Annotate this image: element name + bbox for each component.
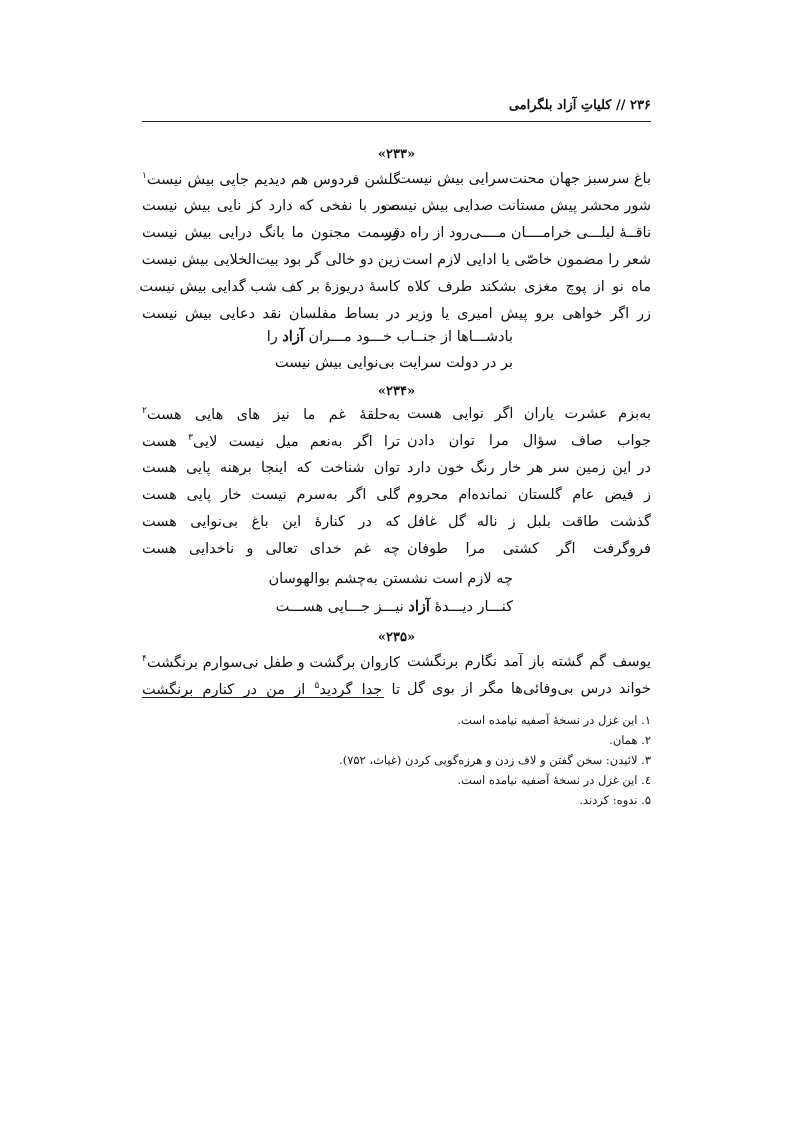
- final-couplet-second: کنـــار دیـــدهٔ آزاد نیـــز جـــایی هســـت: [275, 598, 513, 615]
- running-header: [142, 98, 651, 122]
- couplet: [142, 433, 651, 457]
- footnote-ref: ۴: [142, 654, 147, 664]
- hemistich-first: جواب صاف سؤال مرا توان دادن: [407, 433, 651, 449]
- footnote-ref: ۳: [188, 433, 193, 443]
- page-number: ۲۳۶: [630, 98, 651, 113]
- couplet: [142, 460, 651, 484]
- book-title: کلیاتِ آزاد بلگرامی: [508, 98, 612, 113]
- couplet: [142, 198, 651, 222]
- couplet: [142, 541, 651, 565]
- ghazal-number: «۲۳۴»: [377, 384, 416, 399]
- final-couplet-second: بر در دولت سرایت بی‌نوایی بیش نیست: [275, 355, 513, 371]
- footnote-rule: [142, 697, 384, 698]
- footnote: ۱. این غزل در نسخهٔ آصفیه نیامده است.: [457, 713, 651, 727]
- hemistich-first: در این زمین سر هر خار رنگ خون دارد: [407, 460, 651, 476]
- hemistich-first: به‌بزم عشرت یاران اگر نوایی هست: [407, 406, 651, 422]
- hemistich-first: گذشت طاقت بلبل ز ناله گل غافل: [407, 514, 651, 530]
- final-couplet-first: چه لازم است نشستن به‌چشم بوالهوسان: [268, 571, 513, 587]
- header-separator: //: [616, 98, 626, 113]
- footnote: ۲. همان.: [609, 733, 651, 747]
- footnote-ref: ۱: [142, 171, 147, 181]
- footnote-ref: ۵: [314, 681, 320, 691]
- hemistich-second: به‌حلقهٔ غم ما نیز های هایی هست$^۲$: [142, 406, 400, 423]
- hemistich-first: شعر را مضمون خاصّی یا ادایی لازم است: [402, 252, 651, 268]
- hemistich-first: یوسف گم گشته باز آمد نگارم برنگشت: [407, 654, 651, 670]
- hemistich-second: توان شناخت که اینجا برهنه پایی هست: [142, 460, 400, 476]
- poet-name: آزاد: [282, 328, 304, 345]
- hemistich-second: گلشن فردوس هم دیدیم جایی بیش نیست$^۱$: [142, 171, 400, 188]
- hemistich-second: چه غم خدای تعالی و ناخدایی هست: [142, 541, 400, 557]
- hemistich-second: کاروان برگشت و طفل نی‌سوارم برنگشت$^۴$: [142, 654, 400, 671]
- couplet: [142, 654, 651, 678]
- footnote-ref: ۲: [142, 406, 147, 416]
- header-rule: [142, 121, 651, 122]
- couplet: [142, 252, 651, 276]
- hemistich-second: گلی اگر به‌سرم نیست خار پایی هست: [142, 487, 400, 503]
- couplet: [142, 406, 651, 430]
- footnote: ۳. لائیدن: سخن گفتن و لاف زدن و هرزه‌گویی کردن (غیاث، ۷۵۲).: [339, 753, 651, 767]
- couplet: [142, 225, 651, 249]
- hemistich-second: کاسهٔ دریوزهٔ بر کف شب گدایی بیش نیست: [139, 279, 400, 295]
- hemistich-first: فروگرفت اگر کشتی مرا طوفان: [407, 541, 651, 557]
- couplet: [142, 306, 651, 330]
- ghazal-number: «۲۳۵»: [377, 630, 416, 645]
- couplet: [142, 681, 651, 705]
- hemistich-first: ز فیض عام گلستان نمانده‌ام محروم: [407, 487, 651, 503]
- hemistich-first: ماه نو از پوچ مغزی بشکند طرف کلاه: [407, 279, 651, 295]
- hemistich-first: زر اگر خواهی برو پیش امیری یا وزیر: [407, 306, 651, 322]
- hemistich-first: خواند درس بی‌وفائی‌ها مگر از بوی گل: [407, 681, 651, 697]
- hemistich-second: تا جدا گردید$^۵$ از من در کنارم برنگشت: [142, 681, 400, 698]
- footnote: ۵. ندوه: کردند.: [579, 793, 651, 807]
- footnotes: [142, 710, 651, 810]
- hemistich-second: ترا اگر به‌نعم میل نیست لایی$^۳$ هست: [142, 433, 400, 450]
- hemistich-second: قسمت مجنون ما بانگ درایی بیش نیست: [142, 225, 400, 241]
- couplet: [142, 171, 651, 195]
- couplet: [142, 514, 651, 538]
- hemistich-first: شور محشر پیش مستانت صدایی بیش نیست: [381, 198, 651, 214]
- ghazal-number: «۲۳۳»: [377, 147, 416, 162]
- couplet: [139, 279, 651, 303]
- hemistich-second: صور با نفخی که دارد کز نایی بیش نیست: [142, 198, 400, 214]
- poet-name: آزاد: [408, 598, 430, 615]
- footnote: ٤. این غزل در نسخهٔ آصفیه نیامده است.: [457, 773, 651, 787]
- couplet: [142, 487, 651, 511]
- hemistich-first: ناقــهٔ لیلـــی خرامــــان مــــی‌رود از راه دور: [385, 225, 651, 241]
- hemistich-second: که در کنارهٔ این باغ بی‌نوایی هست: [142, 514, 400, 530]
- final-couplet-first: بادشـــاها از جنــاب خـــود مـــران آزاد را: [266, 328, 513, 345]
- hemistich-second: زین دو خالی گر بود بیت‌الخلایی بیش نیست: [141, 252, 400, 268]
- hemistich-second: در بساط مفلسان نقد دعایی بیش نیست: [142, 306, 400, 322]
- hemistich-first: باغ سرسبز جهان محنت‌سرایی بیش نیست: [396, 171, 651, 187]
